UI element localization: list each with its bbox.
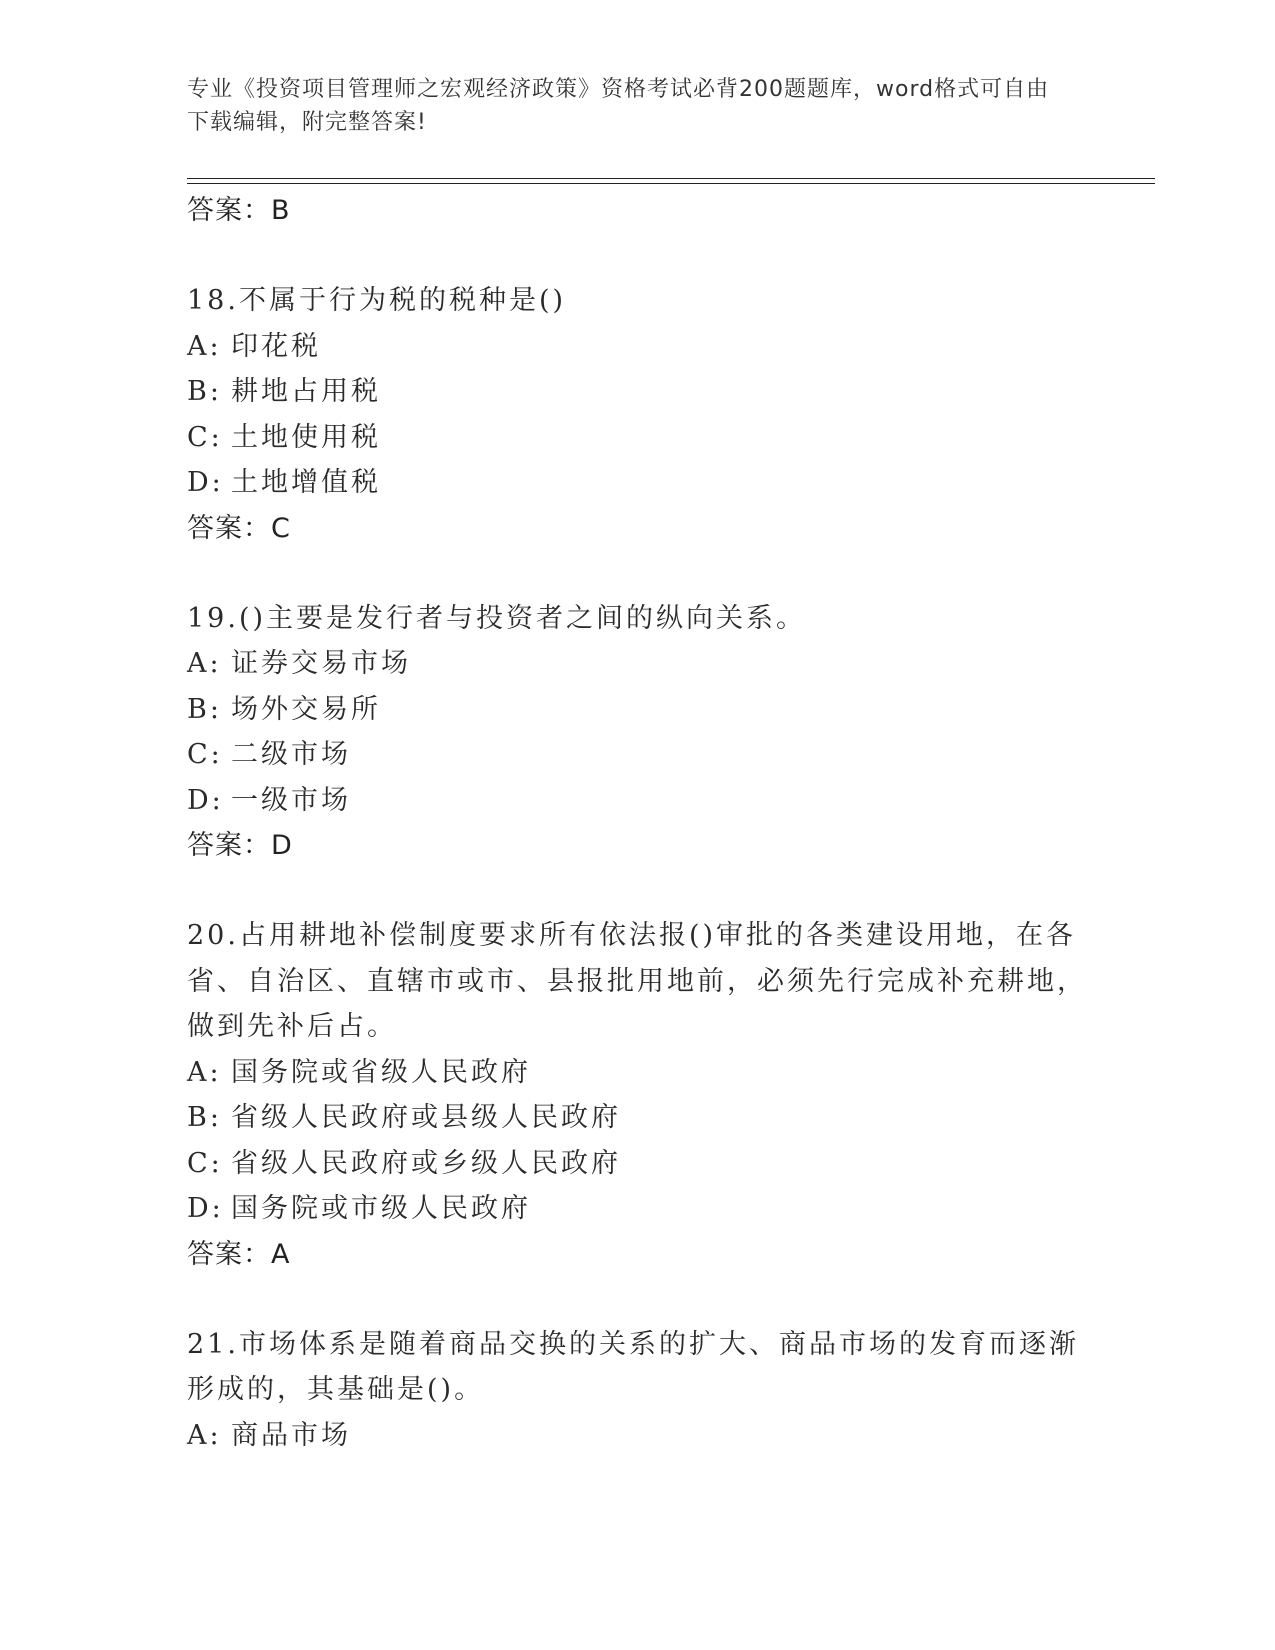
option-text: 土地使用税: [231, 421, 381, 453]
option-key: C:: [187, 739, 223, 770]
option-a: [187, 1050, 1087, 1096]
option-text: 国务院或市级人民政府: [231, 1193, 531, 1224]
option-text: 二级市场: [231, 739, 351, 770]
option-text: 商品市场: [231, 1419, 351, 1451]
option-text: 国务院或省级人民政府: [231, 1056, 531, 1088]
option-key: D:: [187, 467, 224, 498]
option-key: D:: [187, 1193, 224, 1224]
option-b: [187, 1095, 1087, 1141]
question-block: [187, 596, 1087, 870]
option-key: B:: [187, 693, 222, 725]
question-stem: 21.市场体系是随着商品交换的关系的扩大、商品市场的发育而逐渐形成的，其基础是()。: [187, 1328, 1079, 1405]
option-c: [187, 1141, 1087, 1187]
option-key: A:: [187, 648, 222, 679]
option-key: B:: [187, 376, 222, 407]
header-divider-double: [187, 183, 1155, 184]
option-key: C:: [187, 1147, 223, 1179]
option-key: C:: [187, 421, 223, 453]
option-text: 耕地占用税: [231, 376, 381, 407]
option-text: 一级市场: [231, 784, 351, 816]
option-c: [187, 415, 1087, 461]
option-d: [187, 460, 1087, 506]
option-a: [187, 324, 1087, 370]
option-key: A:: [187, 1419, 222, 1451]
answer-line: 答案：D: [187, 830, 293, 861]
option-b: [187, 369, 1087, 415]
option-a: [187, 1413, 1087, 1459]
question-block: [187, 1322, 1087, 1459]
question-list: [187, 188, 1087, 1458]
header-divider: [187, 178, 1155, 179]
option-key: D:: [187, 784, 224, 816]
option-key: A:: [187, 1056, 222, 1088]
answer-line: 答案：A: [187, 1238, 291, 1270]
option-text: 场外交易所: [231, 693, 381, 725]
question-stem: 19.()主要是发行者与投资者之间的纵向关系。: [187, 602, 807, 634]
page-header: 专业《投资项目管理师之宏观经济政策》资格考试必背200题题库，word格式可自由下载编辑，附完整答案!: [187, 77, 1050, 135]
option-text: 证券交易市场: [231, 648, 411, 679]
option-d: [187, 1186, 1087, 1232]
question-stem: 20.占用耕地补偿制度要求所有依法报()审批的各类建设用地，在各省、自治区、直辖市或市、县报批用地前，必须先行完成补充耕地，做到先补后占。: [187, 920, 1087, 1042]
option-b: [187, 687, 1087, 733]
answer-line: 答案：B: [187, 195, 291, 226]
option-key: A:: [187, 330, 222, 362]
option-key: B:: [187, 1102, 222, 1133]
question-block: [187, 913, 1087, 1278]
option-c: [187, 732, 1087, 778]
option-d: [187, 778, 1087, 824]
option-text: 土地增值税: [231, 467, 381, 498]
answer-line: 答案：C: [187, 512, 291, 544]
question-block: [187, 278, 1087, 552]
question-stem: 18.不属于行为税的税种是(): [187, 285, 567, 316]
option-text: 印花税: [231, 330, 321, 362]
option-text: 省级人民政府或乡级人民政府: [231, 1147, 621, 1179]
option-a: [187, 641, 1087, 687]
option-text: 省级人民政府或县级人民政府: [231, 1102, 621, 1133]
